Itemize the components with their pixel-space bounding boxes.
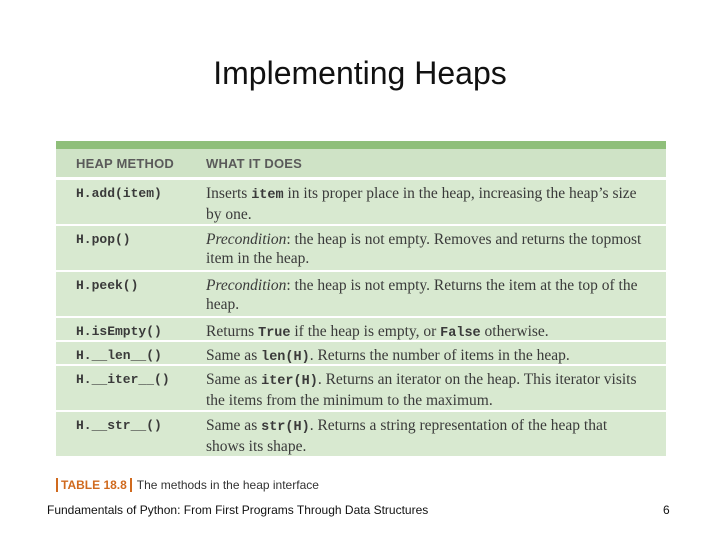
method-description	[186, 318, 666, 343]
page-number: 6	[663, 503, 670, 517]
table-caption-tag: TABLE 18.8	[56, 478, 132, 492]
description-text: Same as	[206, 371, 262, 388]
description-text: in its proper place in the heap, increasing the heap’s size by one.	[206, 185, 637, 223]
code-token: iter(H)	[261, 374, 318, 389]
method-name: H.peek()	[76, 278, 139, 293]
description-text: Same as	[206, 417, 262, 434]
heap-methods-table	[56, 141, 666, 458]
method-description	[186, 342, 666, 367]
table-header-row	[56, 149, 666, 177]
description-text: . Returns an iterator on the heap. This iterator visits the items from the minimum to the maximum.	[206, 371, 637, 409]
description-text: Precondition	[206, 277, 287, 294]
table-row	[56, 318, 666, 342]
slide-title: Implementing Heaps	[213, 55, 507, 91]
table-caption-text: The methods in the heap interface	[136, 478, 319, 492]
description-text: . Returns the number of items in the heap.	[309, 347, 570, 364]
method-name: H.__iter__()	[76, 372, 170, 387]
code-token: True	[258, 326, 291, 341]
table-row	[56, 226, 666, 272]
description-text: . Returns a string representation of the heap that shows its shape.	[206, 417, 608, 455]
description-text: : the heap is not empty. Removes and returns the topmost item in the heap.	[206, 231, 642, 267]
table-row	[56, 180, 666, 226]
header-heap-method: HEAP METHOD	[76, 155, 175, 171]
method-description	[186, 412, 666, 456]
table-body	[56, 180, 666, 458]
description-text: Returns	[206, 323, 259, 340]
table-row	[56, 342, 666, 366]
table-row	[56, 272, 666, 318]
description-text: : the heap is not empty. Returns the item at the top of the heap.	[206, 277, 638, 313]
method-name: H.pop()	[76, 232, 131, 247]
method-name: H.__str__()	[76, 418, 162, 433]
method-description	[186, 226, 666, 268]
description-text: Precondition	[206, 231, 287, 248]
method-name: H.__len__()	[76, 348, 162, 363]
method-description	[186, 272, 666, 314]
method-name: H.add(item)	[76, 186, 162, 201]
table-caption	[56, 478, 319, 492]
code-token: len(H)	[261, 350, 310, 365]
table-row	[56, 412, 666, 458]
table-row	[56, 366, 666, 412]
code-token: str(H)	[261, 420, 310, 435]
table-top-rule	[56, 141, 666, 149]
code-token: False	[440, 326, 481, 341]
method-description	[186, 366, 666, 410]
method-description	[186, 180, 666, 224]
description-text: if the heap is empty, or	[290, 323, 441, 340]
method-name: H.isEmpty()	[76, 324, 162, 339]
description-text: otherwise.	[480, 323, 549, 340]
code-token: item	[251, 188, 284, 203]
description-text: Inserts	[206, 185, 252, 202]
footer-book-title: Fundamentals of Python: From First Programs Through Data Structures	[47, 503, 429, 517]
description-text: Same as	[206, 347, 262, 364]
header-what-it-does: WHAT IT DOES	[206, 155, 303, 171]
